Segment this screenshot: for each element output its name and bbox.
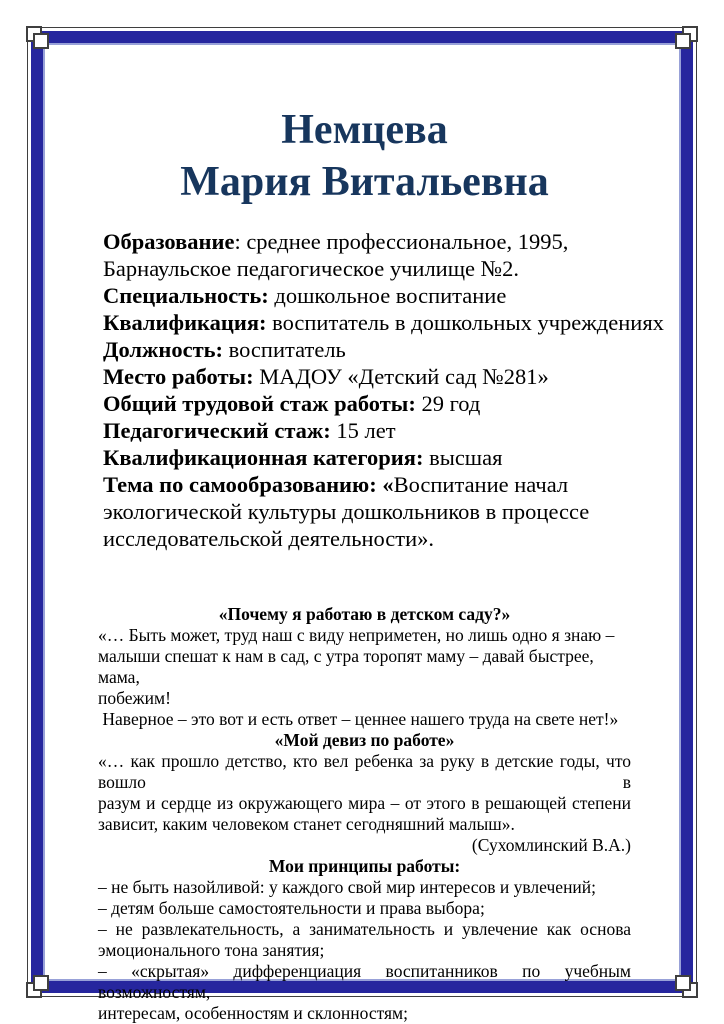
text-line xyxy=(103,444,663,471)
text-run: 29 год xyxy=(415,391,481,416)
text-run: МАДОУ «Детский сад №281» xyxy=(253,364,549,389)
text-run: Воспитание начал xyxy=(393,472,569,497)
text-run: разум и сердце из окружающего мира – от этого в решающей степени xyxy=(98,793,631,813)
bold-label: Мои принципы работы: xyxy=(268,856,461,876)
text-line xyxy=(98,709,631,730)
bold-label: Место работы: xyxy=(103,364,254,389)
bold-label: Квалификационная категория: xyxy=(103,445,424,470)
text-line xyxy=(98,688,631,709)
text-line xyxy=(103,282,663,309)
text-run: – детям больше самостоятельности и права выбора; xyxy=(98,898,485,918)
text-line xyxy=(98,730,631,751)
text-line xyxy=(103,228,663,255)
text-line xyxy=(98,961,631,1003)
text-run: Барнаульское педагогическое училище №2. xyxy=(103,256,519,281)
text-line xyxy=(98,814,631,835)
teacher-info-block xyxy=(103,228,663,552)
text-line xyxy=(98,1003,631,1024)
text-line xyxy=(98,793,631,814)
text-line xyxy=(103,417,663,444)
corner-ornament-square xyxy=(675,975,691,991)
bold-label: Специальность: xyxy=(103,283,269,308)
text-run: воспитатель xyxy=(223,337,346,362)
text-line xyxy=(98,604,631,625)
text-run: воспитатель в дошкольных учреждениях xyxy=(266,310,664,335)
text-line xyxy=(103,309,663,336)
text-run: дошкольное воспитание xyxy=(268,283,507,308)
bold-label: Должность: xyxy=(103,337,224,362)
text-run: интересам, особенностям и склонностям; xyxy=(98,1003,408,1023)
text-line xyxy=(103,525,663,552)
text-run: : среднее профессиональное, 1995, xyxy=(234,229,569,254)
text-line xyxy=(98,646,631,688)
text-run: (Сухомлинский В.А.) xyxy=(471,835,631,855)
text-line xyxy=(103,255,663,282)
text-run: – «скрытая» дифференциация воспитанников по учебным возможностям, xyxy=(98,961,631,1002)
text-run: эмоционального тона занятия; xyxy=(98,940,325,960)
text-run: «… как прошло детство, кто вел ребенка за руку в детские годы, что вошло в xyxy=(98,751,631,792)
corner-ornament-square xyxy=(675,33,691,49)
text-run: Наверное – это вот и есть ответ – ценнее нашего труда на свете нет!» xyxy=(98,709,619,729)
page-title xyxy=(98,104,631,208)
text-run: исследовательской деятельности». xyxy=(103,526,435,551)
text-line xyxy=(98,877,631,898)
text-line xyxy=(103,363,663,390)
text-run: – не развлекательность, а занимательность и увлечение как основа xyxy=(98,919,631,939)
bold-label: Общий трудовой стаж работы: xyxy=(103,391,416,416)
bold-label: Тема по самообразованию: « xyxy=(103,472,394,497)
bold-label: «Почему я работаю в детском саду?» xyxy=(218,604,511,624)
text-run: – не быть назойливой: у каждого свой мир интересов и увлечений; xyxy=(98,877,597,897)
text-run: 15 лет xyxy=(330,418,396,443)
text-run: зависит, каким человеком станет сегодняшний малыш». xyxy=(98,814,515,834)
corner-ornament-square xyxy=(33,33,49,49)
bold-label: Квалификация: xyxy=(103,310,267,335)
quotes-section xyxy=(98,604,631,1024)
text-line xyxy=(98,856,631,877)
bold-label: «Мой девиз по работе» xyxy=(274,730,455,750)
text-line xyxy=(103,498,663,525)
text-run: «… Быть может, труд наш с виду неприметен, но лишь одно я знаю – xyxy=(98,625,615,645)
text-line xyxy=(98,751,631,793)
text-line xyxy=(103,390,663,417)
text-line xyxy=(98,835,631,856)
corner-ornament-square xyxy=(33,975,49,991)
text-run: экологической культуры дошкольников в процессе xyxy=(103,499,590,524)
text-line xyxy=(98,898,631,919)
text-line xyxy=(98,940,631,961)
bold-label: Педагогический стаж: xyxy=(103,418,331,443)
text-run: малыши спешат к нам в сад, с утра торопят маму – давай быстрее, мама, xyxy=(98,646,594,687)
text-line xyxy=(98,625,631,646)
text-run: побежим! xyxy=(98,688,171,708)
title-line-2: Мария Витальевна xyxy=(180,159,549,205)
text-line xyxy=(103,471,663,498)
text-run: высшая xyxy=(423,445,503,470)
text-line xyxy=(103,336,663,363)
bold-label: Образование xyxy=(103,229,235,254)
title-line-1: Немцева xyxy=(281,107,448,153)
text-line xyxy=(98,919,631,940)
